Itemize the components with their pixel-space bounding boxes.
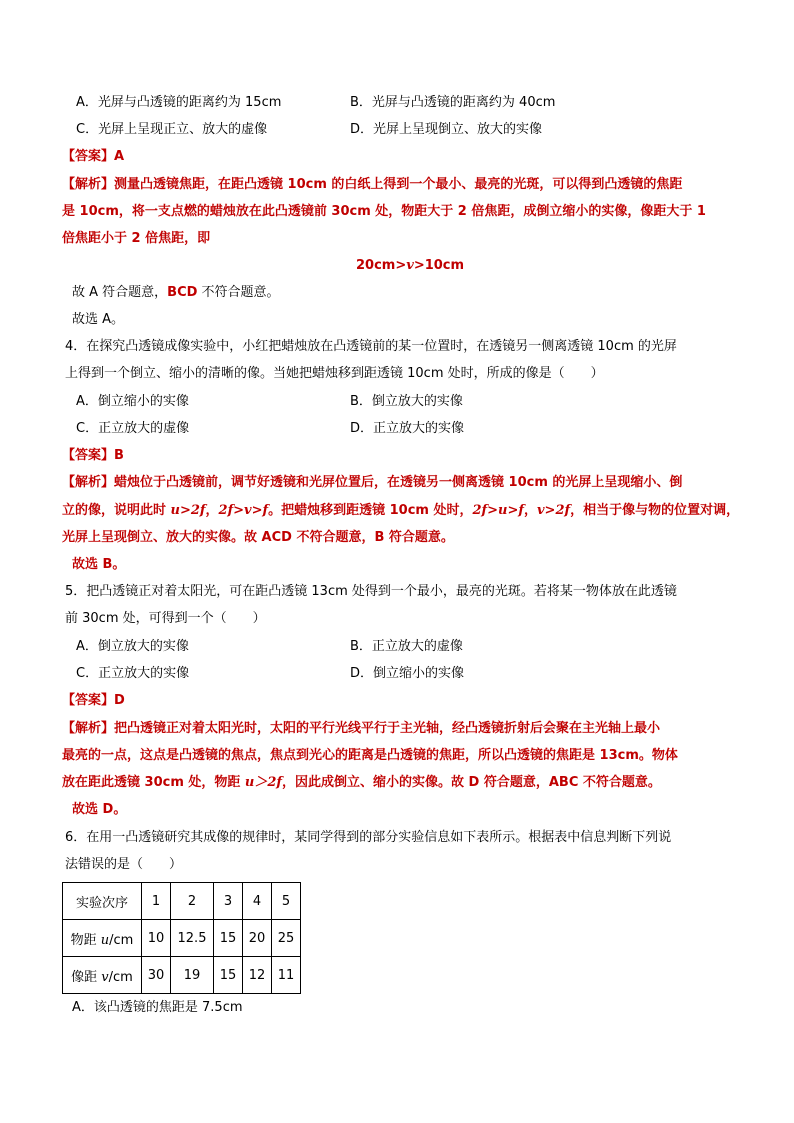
conclusion-c: 不符合题意。: [197, 285, 280, 300]
label-text: 像距: [71, 969, 102, 985]
table-cell: 12: [243, 957, 272, 994]
table-header-cell: [63, 920, 142, 957]
q4-option-d: D．正立放大的实像: [350, 421, 465, 436]
q4-option-a: A．倒立缩小的实像: [76, 394, 189, 409]
table-cell: 3: [214, 883, 243, 920]
answer-value: B: [114, 448, 124, 463]
q5-stem-line-2: 前 30cm 处，可得到一个（ ）: [65, 611, 266, 626]
q3-option-b: B．光屏与凸透镜的距离约为 40cm: [350, 95, 556, 110]
analysis-tag: 【解析】: [62, 721, 115, 736]
answer-tag: 【答案】: [62, 448, 115, 463]
conclusion-b: BCD: [167, 285, 198, 300]
q4-stem-line-2: 上得到一个倒立、缩小的清晰的像。当她把蜡烛移到距透镜 10cm 处时，所成的像是（ ）: [65, 366, 604, 381]
table-cell: 15: [214, 920, 243, 957]
table-cell: 2: [171, 883, 214, 920]
label-text: 物距: [70, 932, 101, 948]
table-cell: 11: [272, 957, 301, 994]
q4-analysis-line-1: [62, 473, 682, 493]
table-cell: 5: [272, 883, 301, 920]
q3-analysis-line-1: [62, 175, 682, 195]
q5-option-d: D．倒立缩小的实像: [350, 666, 465, 681]
text-run: ，因此成倒立、缩小的实像。故 D 符合题意，ABC 不符合题意。: [282, 775, 661, 790]
q5-analysis-line-1: [62, 719, 660, 739]
inequality: 2f>v>f: [218, 503, 269, 518]
q4-stem-line-1: 4．在探究凸透镜成像实验中，小红把蜡烛放在凸透镜前的某一位置时，在透镜另一侧离透镜 10cm 的光屏: [65, 339, 677, 354]
label-variable: u: [100, 932, 110, 948]
q5-analysis-line-3: [62, 773, 661, 793]
q4-option-c: C．正立放大的虚像: [76, 421, 190, 436]
table-header-cell: 实验次序: [63, 883, 142, 920]
q3-formula: [356, 256, 464, 276]
q3-analysis-line-2: 是 10cm，将一支点燃的蜡烛放在此凸透镜前 30cm 处，物距大于 2 倍焦距，成倒立缩小的实像，像距大于 1: [62, 204, 706, 219]
formula-right: >10cm: [413, 258, 465, 273]
formula-variable: v: [406, 258, 414, 273]
label-variable: v: [101, 969, 109, 985]
q5-option-a: A．倒立放大的实像: [76, 639, 189, 654]
q3-option-d: D．光屏上呈现倒立、放大的实像: [350, 122, 543, 137]
inequality: u＞2f: [244, 775, 283, 790]
table-header-cell: [63, 957, 142, 994]
table-cell: 15: [214, 957, 243, 994]
inequality: u>2f: [170, 503, 206, 518]
table-cell: 19: [171, 957, 214, 994]
q3-option-a: A．光屏与凸透镜的距离约为 15cm: [76, 95, 282, 110]
q5-stem-line-1: 5．把凸透镜正对着太阳光，可在距凸透镜 13cm 处得到一个最小，最亮的光斑。若将某一物体放在此透镜: [65, 584, 677, 599]
label-unit: /cm: [109, 932, 134, 948]
answer-tag: 【答案】: [62, 693, 115, 708]
q5-choose: 故选 D。: [72, 802, 127, 817]
q3-conclusion: [72, 283, 280, 303]
analysis-text: 测量凸透镜焦距，在距凸透镜 10cm 的白纸上得到一个最小、最亮的光斑，可以得到凸透镜的焦距: [114, 177, 683, 192]
q4-choose: 故选 B。: [72, 557, 126, 572]
q4-option-b: B．倒立放大的实像: [350, 394, 463, 409]
conclusion-a: 故 A 符合题意，: [72, 285, 168, 300]
text-run: ，: [205, 503, 219, 518]
analysis-text: 蜡烛位于凸透镜前，调节好透镜和光屏位置后，在透镜另一侧离透镜 10cm 的光屏上呈现缩小、倒: [114, 475, 683, 490]
analysis-text: 把凸透镜正对着太阳光时，太阳的平行光线平行于主光轴，经凸透镜折射后会聚在主光轴上最小: [114, 721, 661, 736]
q4-analysis-line-3: 光屏上呈现倒立、放大的实像。故 ACD 不符合题意，B 符合题意。: [62, 530, 454, 545]
table-cell: 10: [142, 920, 171, 957]
table-cell: 12.5: [171, 920, 214, 957]
q6-stem-line-1: 6．在用一凸透镜研究其成像的规律时，某同学得到的部分实验信息如下表所示。根据表中信息判断下列说: [65, 830, 672, 845]
q3-choose: 故选 A。: [72, 312, 125, 327]
q4-analysis-line-2: [62, 501, 739, 521]
q4-answer: [62, 446, 124, 466]
text-run: 立的像，说明此时: [62, 503, 171, 518]
q5-answer: [62, 691, 125, 711]
text-run: ，: [523, 503, 537, 518]
analysis-tag: 【解析】: [62, 177, 115, 192]
inequality: 2f>u>f: [472, 503, 524, 518]
label-unit: /cm: [108, 969, 133, 985]
experiment-table: [62, 882, 301, 994]
q5-analysis-line-2: 最亮的一点，这点是凸透镜的焦点，焦点到光心的距离是凸透镜的焦距，所以凸透镜的焦距是 13cm。物体: [62, 748, 678, 763]
q3-answer: [62, 147, 124, 167]
analysis-tag: 【解析】: [62, 475, 115, 490]
text-run: 。把蜡烛移到距透镜 10cm 处时，: [268, 503, 473, 518]
answer-tag: 【答案】: [62, 149, 115, 164]
text-run: 放在距此透镜 30cm 处，物距: [62, 775, 245, 790]
answer-value: D: [114, 693, 125, 708]
q5-option-b: B．正立放大的虚像: [350, 639, 463, 654]
table-row: [63, 920, 301, 957]
table-row: [63, 883, 301, 920]
table-cell: 25: [272, 920, 301, 957]
answer-value: A: [114, 149, 125, 164]
q6-option-a: A．该凸透镜的焦距是 7.5cm: [72, 1000, 243, 1015]
inequality: v>2f: [537, 503, 571, 518]
text-run: ，相当于像与物的位置对调，: [570, 503, 740, 518]
table-row: [63, 957, 301, 994]
table-cell: 4: [243, 883, 272, 920]
q5-option-c: C．正立放大的实像: [76, 666, 190, 681]
q3-option-c: C．光屏上呈现正立、放大的虚像: [76, 122, 268, 137]
table-cell: 1: [142, 883, 171, 920]
table-cell: 30: [142, 957, 171, 994]
q6-stem-line-2: 法错误的是（ ）: [65, 857, 183, 872]
table-cell: 20: [243, 920, 272, 957]
formula-left: 20cm>: [356, 258, 407, 273]
q3-analysis-line-3: 倍焦距小于 2 倍焦距，即: [62, 231, 211, 246]
